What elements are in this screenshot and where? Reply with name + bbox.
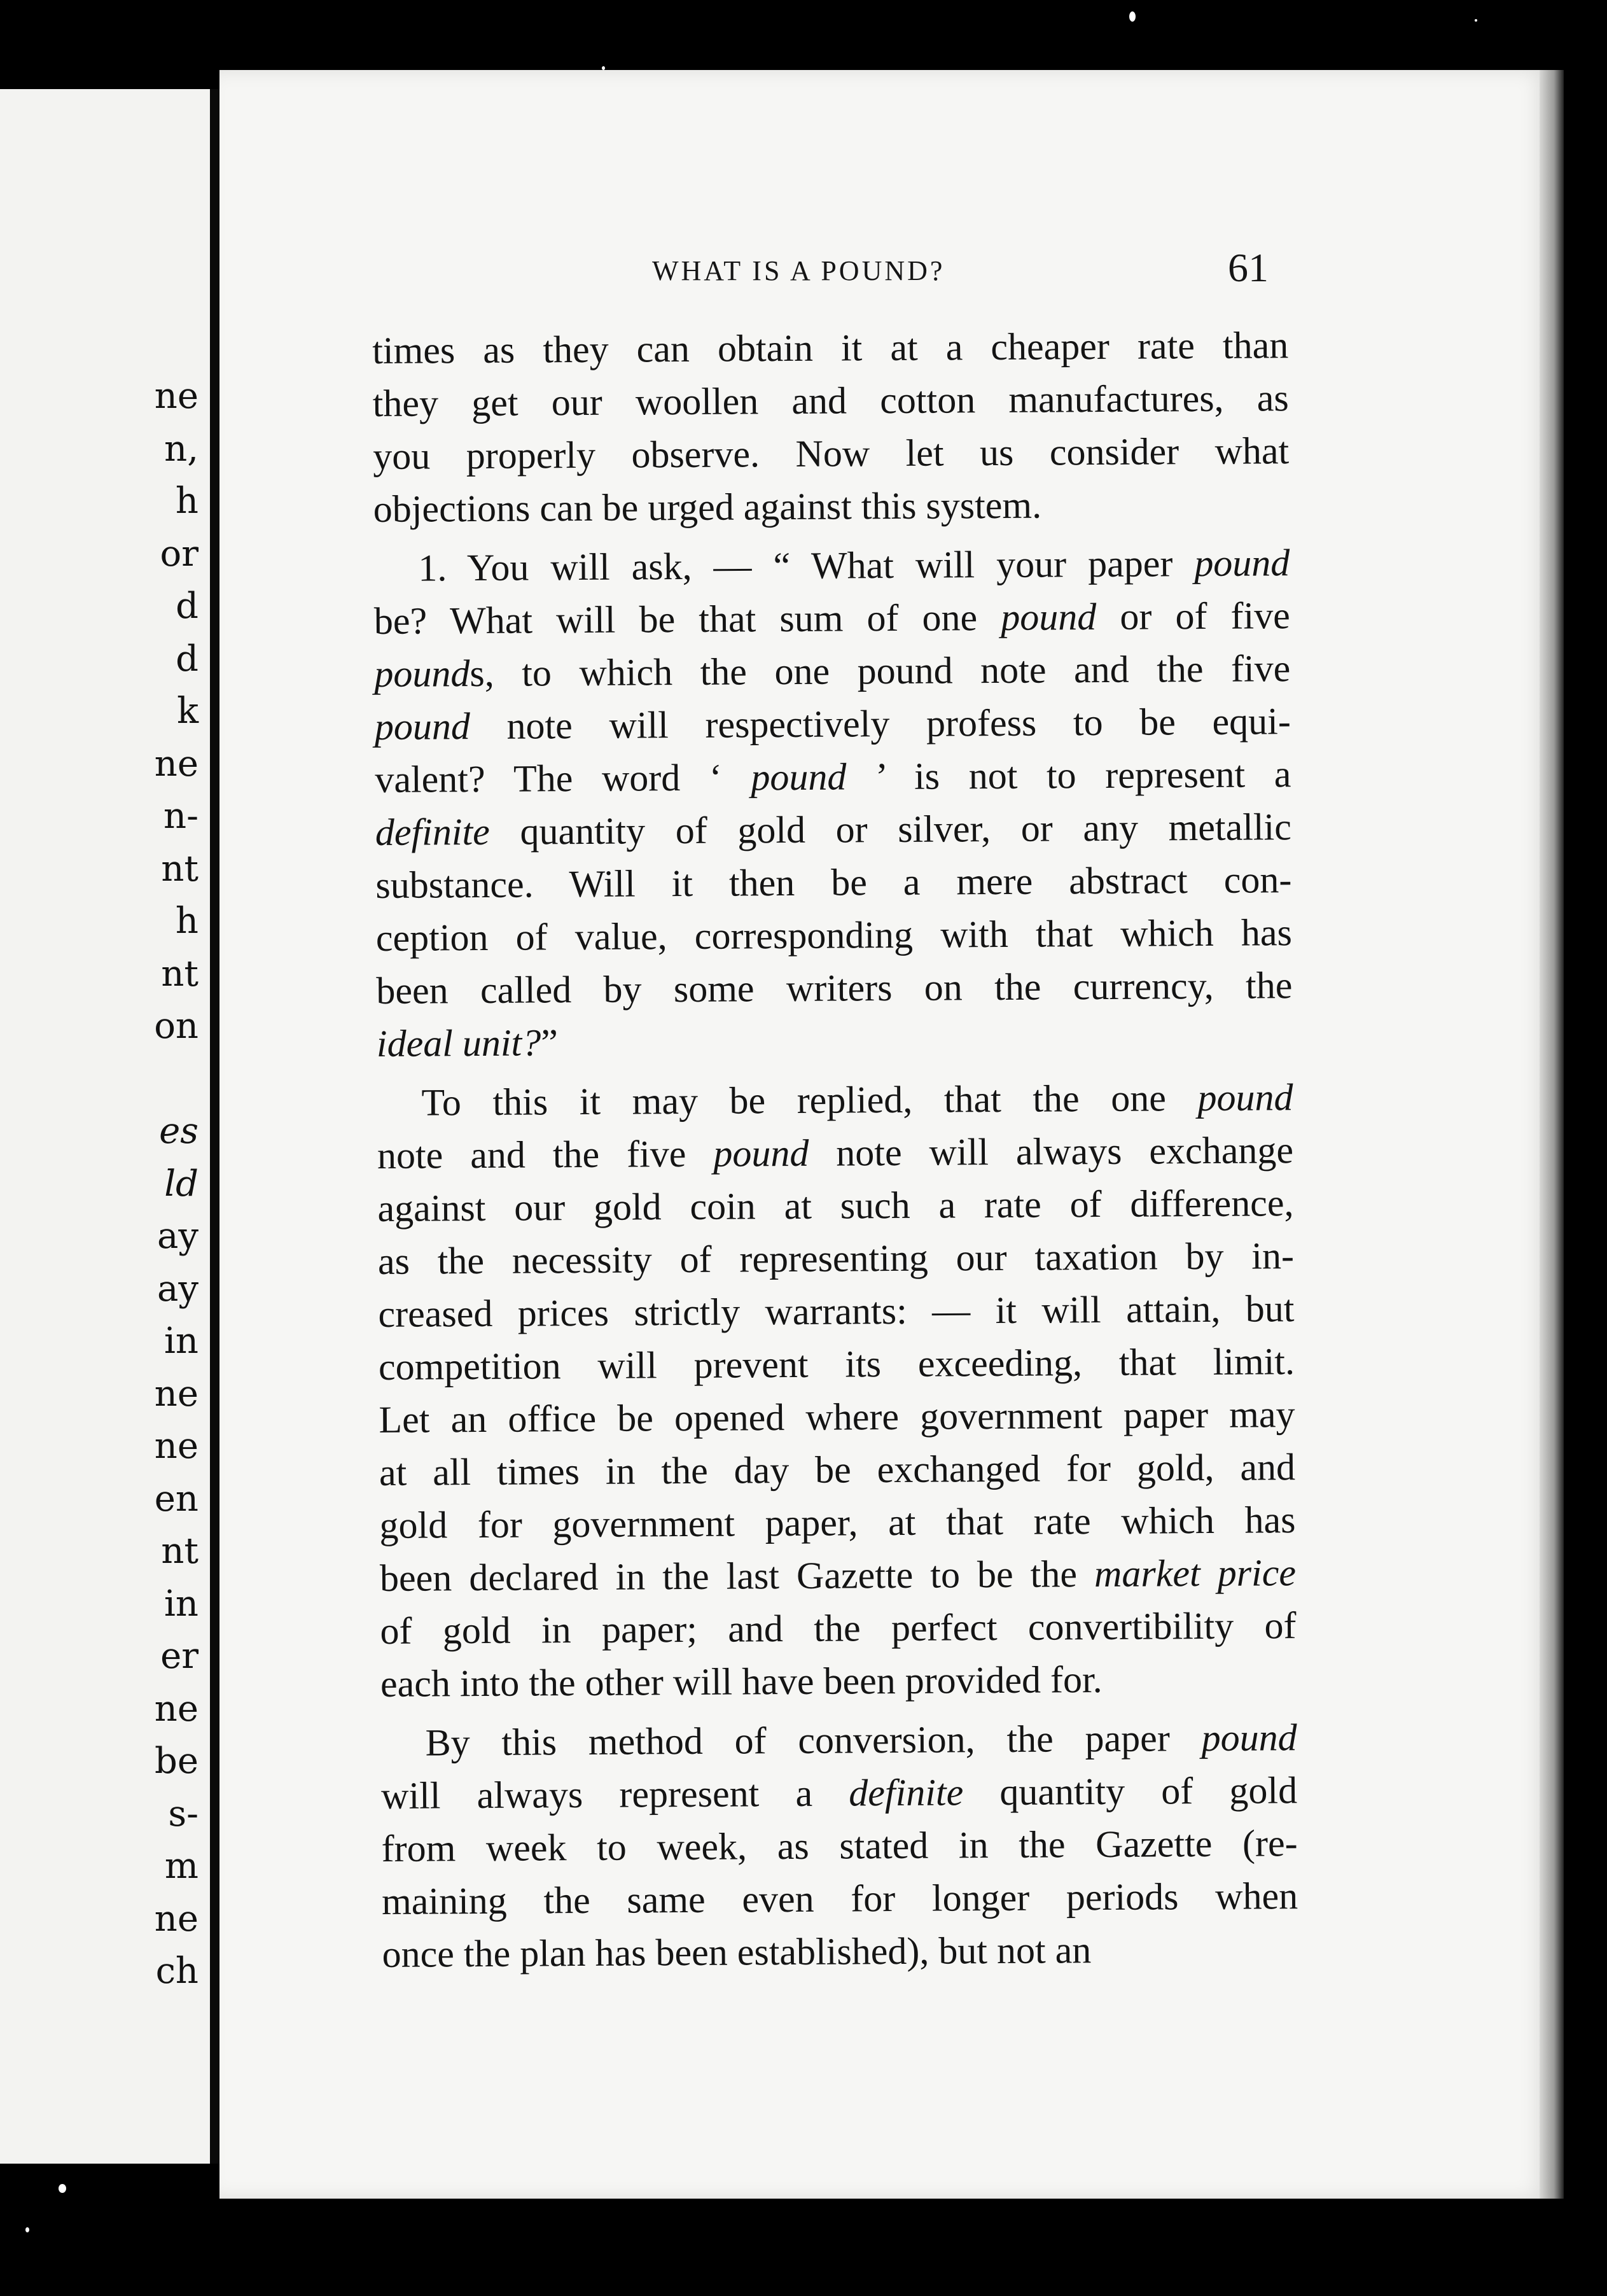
italic-phrase: definite (849, 1771, 964, 1814)
italic-phrase: pound (713, 1131, 809, 1175)
italic-phrase: pound (1194, 542, 1290, 585)
text-line: times as they can obtain it at a cheaper rate than (372, 324, 1289, 372)
left-page-fragment: ne (154, 1373, 198, 1415)
left-page-fragment: ld (164, 1163, 198, 1205)
text-line: note and the five pound note will always exchange (377, 1129, 1294, 1177)
text-line: ception of value, corresponding with that which has (375, 911, 1293, 959)
text-line: been declared in the last Gazette to be the market price (379, 1551, 1297, 1599)
left-page-fragment: ne (154, 743, 198, 785)
italic-phrase: pound (374, 705, 471, 748)
left-page-fragment: ay (157, 1215, 198, 1257)
text-line: maining the same even for longer periods when (381, 1875, 1298, 1922)
italic-phrase: ideal unit? (376, 1021, 541, 1065)
italic-phrase: market price (1094, 1551, 1297, 1595)
left-facing-page (0, 89, 210, 2164)
text-line: Let an office be opened where government paper may (379, 1393, 1295, 1441)
text-line: against our gold coin at such a rate of difference, (377, 1182, 1294, 1229)
page-edge (1540, 70, 1564, 2199)
text-line: from week to week, as stated in the Gazette (re- (381, 1822, 1298, 1870)
text-line: once the plan has been established), but not an (382, 1929, 1092, 1975)
left-page-fragment: n- (163, 795, 198, 837)
italic-phrase: pound (374, 652, 470, 695)
italic-phrase: pound (1001, 596, 1097, 638)
left-page-fragment: en (154, 1478, 198, 1520)
left-page-fragment: k (177, 690, 198, 732)
text-line: you properly observe. Now let us consider what (373, 430, 1290, 477)
text-line: of gold in paper; and the perfect convertibility of (380, 1604, 1297, 1652)
text-line: at all times in the day be exchanged for gold, and (379, 1446, 1296, 1494)
italic-phrase: pound (751, 755, 847, 799)
left-page-fragment: ay (157, 1268, 198, 1310)
text-line: pound note will respectively profess to be equi- (374, 700, 1291, 748)
text-line: substance. Will it then be a mere abstract con- (375, 858, 1292, 906)
left-page-fragment: nt (161, 953, 198, 995)
left-page-fragment: ne (154, 375, 198, 417)
left-page-fragment: h (175, 480, 198, 522)
text-line: each into the other will have been provided for. (380, 1658, 1103, 1705)
text-line: pounds, to which the one pound note and the five (374, 647, 1291, 695)
left-page-fragment: es (159, 1110, 198, 1152)
left-page-fragment: ne (154, 1688, 198, 1730)
text-line: ideal unit?” (376, 1021, 559, 1065)
left-page-fragment: on (154, 1005, 198, 1047)
left-page-fragment: er (160, 1635, 198, 1677)
left-page-fragment: ne (154, 1425, 198, 1467)
left-page-fragment: ch (155, 1950, 198, 1992)
text-line: competition will prevent its exceeding, that limit. (378, 1340, 1295, 1388)
text-line: definite quantity of gold or silver, or any metallic (375, 806, 1292, 853)
left-page-fragment: in (164, 1320, 198, 1362)
left-page-fragment: or (160, 533, 198, 575)
italic-phrase: pound (1197, 1076, 1293, 1119)
body-text (372, 319, 1298, 1987)
page-number: 61 (1228, 245, 1269, 290)
text-line: To this it may be replied, that the one pound (421, 1076, 1293, 1124)
italic-phrase: pound (1201, 1716, 1297, 1760)
text-line: creased prices strictly warrants: — it will attain, but (378, 1287, 1295, 1335)
text-line: objections can be urged against this system. (373, 484, 1042, 530)
left-page-fragment: n, (164, 428, 198, 470)
left-page-fragment: h (175, 900, 198, 942)
left-page-fragment: nt (161, 1530, 198, 1572)
text-line: gold for government paper, at that rate which has (379, 1499, 1296, 1546)
left-page-fragment: be (155, 1740, 198, 1782)
text-line: as the necessity of representing our taxation by in- (377, 1235, 1295, 1282)
text-line: been called by some writers on the currency, the (376, 964, 1293, 1012)
text-line: By this method of conversion, the paper pound (425, 1716, 1297, 1764)
running-head (219, 245, 1549, 299)
text-line: 1. You will ask, — “ What will your paper pound (418, 542, 1290, 589)
text-line: valent? The word ‘ pound ’ is not to represent a (375, 753, 1291, 801)
italic-phrase: definite (375, 810, 490, 853)
left-page-fragment: d (176, 585, 198, 627)
text-line: be? What will be that sum of one pound or of five (373, 594, 1291, 642)
left-page-fragment: nt (161, 848, 198, 890)
right-page (219, 70, 1549, 2199)
text-line: will always represent a definite quantity of gold (380, 1769, 1298, 1817)
left-page-fragment: s- (168, 1793, 198, 1835)
left-page-fragment: m (164, 1845, 198, 1887)
running-title: WHAT IS A POUND? (652, 255, 945, 286)
left-page-fragment: d (176, 638, 198, 680)
left-page-fragment: ne (154, 1898, 198, 1940)
text-line: they get our woollen and cotton manufactures, as (372, 377, 1289, 424)
left-page-fragment: in (164, 1583, 198, 1625)
